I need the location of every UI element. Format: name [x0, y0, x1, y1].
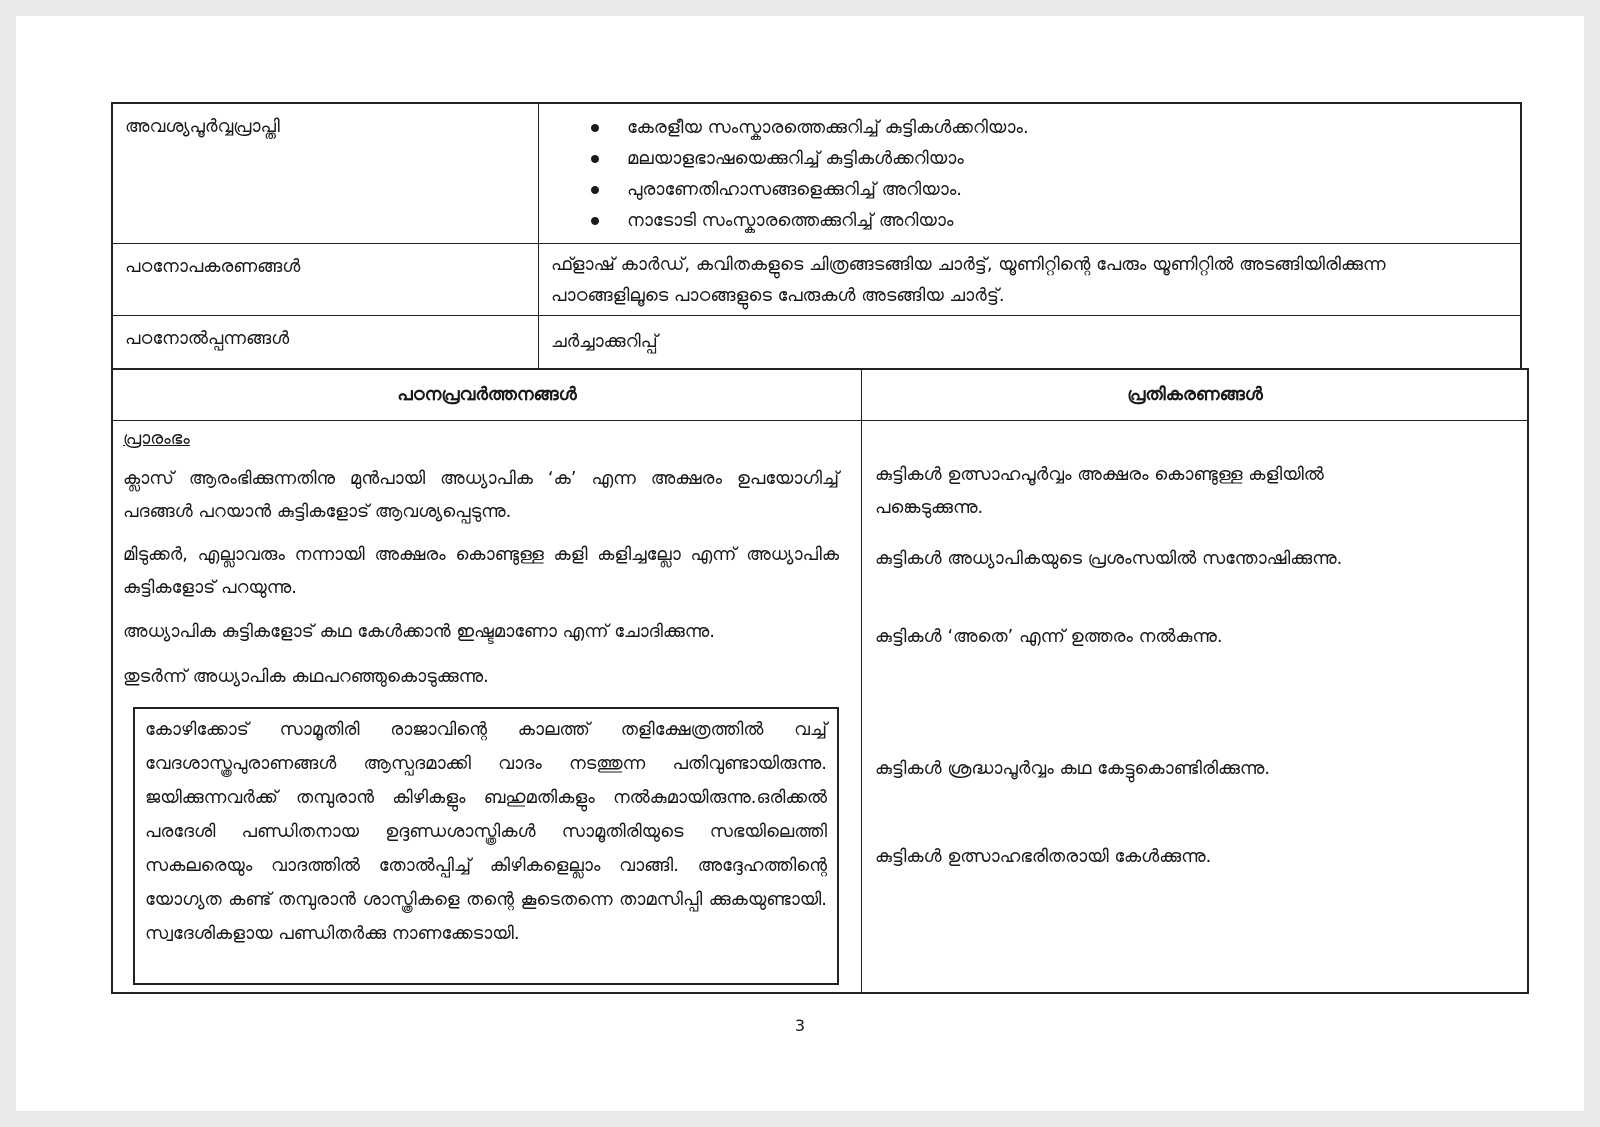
- list-item: [591, 174, 1508, 205]
- header-divider: [113, 420, 1527, 421]
- prerequisite-list: [551, 112, 1508, 236]
- list-item-text: നാടോടി സംസ്കാരത്തെക്കുറിച്ച് അറിയാം: [627, 210, 954, 231]
- response-text: കുട്ടികൾ അധ്യാപികയുടെ പ്രശംസയിൽ സന്തോഷിക്കുന്നു.: [875, 548, 1343, 569]
- story-box: കോഴിക്കോട് സാമൂതിരി രാജാവിന്റെ കാലത്ത് തളിക്ഷേത്രത്തിൽ വച്ച് വേദശാസ്ത്രപുരാണങ്ങൾ ആസ്പദമാക്കി വാദം നടത്തുന്ന പതിവുണ്ടായിരുന്നു. ജയിക്കുന്നവർക്ക് തമ്പുരാൻ കിഴികളും ബഹുമതികളും നൽകുമായിരുന്നു.ഒരിക്കൽ പരദേശി പണ്ഡിതനായ ഉദ്ദണ്ഡശാസ്ത്രികൾ സാമൂതിരിയുടെ സഭയിലെത്തി സകലരെയും വാദത്തിൽ തോൽപ്പിച്ച് കിഴികളെല്ലാം വാങ്ങി. അദ്ദേഹത്തിന്റെ യോഗ്യത കണ്ട് തമ്പുരാൻ ശാസ്ത്രികളെ തന്റെ കൂടെതന്നെ താമസിപ്പി ക്കുകയുണ്ടായി. സ്വദേശികളായ പണ്ഡിതർക്കു നാണക്കേടായി.: [133, 707, 839, 985]
- column-divider: [861, 370, 862, 992]
- list-item-text: പുരാണേതിഹാസങ്ങളെക്കുറിച്ച് അറിയാം.: [627, 179, 962, 200]
- activities-table: [111, 368, 1529, 994]
- info-row-outcomes: [113, 316, 1520, 368]
- bullet-icon: [591, 217, 599, 225]
- info-label: പഠനോൽപ്പന്നങ്ങൾ: [113, 316, 539, 368]
- response-text: കുട്ടികൾ ഉത്സാഹഭരിതരായി കേൾക്കുന്നു.: [875, 846, 1212, 867]
- info-value: [539, 104, 1520, 243]
- list-item-text: കേരളീയ സംസ്കാരത്തെക്കുറിച്ച് കുട്ടികൾക്കറിയാം.: [627, 117, 1029, 138]
- info-row-materials: [113, 244, 1520, 316]
- response-text: കുട്ടികൾ ‘അതെ’ എന്ന് ഉത്തരം നൽകുന്നു.: [875, 626, 1223, 647]
- activity-paragraph: തുടർന്ന് അധ്യാപിക കഥപറഞ്ഞുകൊടുക്കുന്നു.: [123, 666, 489, 687]
- responses-header: പ്രതികരണങ്ങൾ: [1127, 384, 1263, 405]
- bullet-icon: [591, 155, 599, 163]
- page-number: 3: [794, 1016, 806, 1035]
- bullet-icon: [591, 186, 599, 194]
- section-title: പ്രാരംഭം: [123, 428, 190, 449]
- list-item: [591, 112, 1508, 143]
- info-value: ഫ്ളാഷ് കാർഡ്, കവിതകളുടെ ചിത്രങ്ങടങ്ങിയ ചാർട്ട്, യൂണിറ്റിന്റെ പേരും യൂണിറ്റിൽ അടങ്ങിയിരിക്കുന്ന പാഠങ്ങളിലൂടെ പാഠങ്ങളുടെ പേരുകൾ അടങ്ങിയ ചാർട്ട്.: [551, 254, 1386, 306]
- info-table: [111, 102, 1522, 370]
- response-text: കുട്ടികൾ ഉത്സാഹപൂർവ്വം അക്ഷരം കൊണ്ടുള്ള കളിയിൽ പങ്കെടുക്കുന്നു.: [875, 464, 1324, 518]
- activity-paragraph: അധ്യാപിക കുട്ടികളോട് കഥ കേൾക്കാൻ ഇഷ്ടമാണോ എന്ന് ചോദിക്കുന്നു.: [123, 621, 716, 642]
- activity-paragraph: ക്ലാസ് ആരംഭിക്കുന്നതിനു മുൻപായി അധ്യാപിക ‘ക’ എന്ന അക്ഷരം ഉപയോഗിച്ച് പദങ്ങൾ പറയാൻ കുട്ടികളോട് ആവശ്യപ്പെടുന്നു.: [123, 468, 839, 522]
- list-item: [591, 205, 1508, 236]
- response-text: കുട്ടികൾ ശ്രദ്ധാപൂർവ്വം കഥ കേട്ടുകൊണ്ടിരിക്കുന്നു.: [875, 758, 1271, 779]
- info-label: പഠനോപകരണങ്ങൾ: [113, 244, 539, 315]
- list-item-text: മലയാളഭാഷയെക്കുറിച്ച് കുട്ടികൾക്കറിയാം: [627, 148, 964, 169]
- bullet-icon: [591, 124, 599, 132]
- document-page: [16, 16, 1584, 1111]
- activity-paragraph: മിടുക്കർ, എല്ലാവരും നന്നായി അക്ഷരം കൊണ്ടുള്ള കളി കളിച്ചല്ലോ എന്ന് അധ്യാപിക കുട്ടികളോട് പറയുന്നു.: [123, 544, 839, 598]
- info-label: അവശ്യപൂർവ്വപ്രാപ്തി: [113, 104, 539, 243]
- list-item: [591, 143, 1508, 174]
- activities-header: പഠനപ്രവർത്തനങ്ങൾ: [397, 384, 577, 405]
- info-value: ചർച്ചാക്കുറിപ്പ്: [551, 331, 658, 352]
- info-row-prerequisites: [113, 104, 1520, 244]
